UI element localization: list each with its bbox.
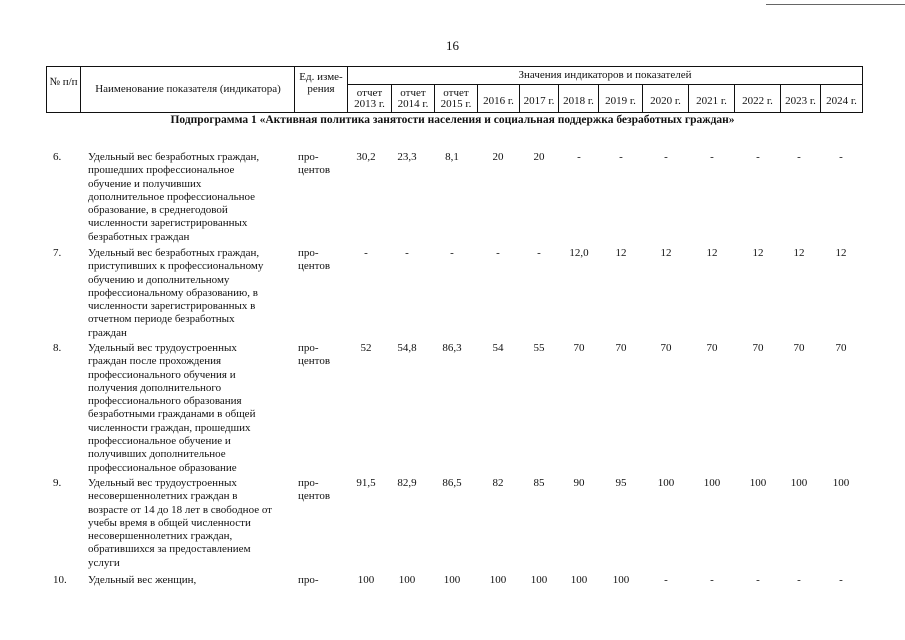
indicator-name: Удельный вес безработных граждан, прошедших профессиональное обучение и получивших дополнительное профессиональное образование, в среднегодовой численности зарегистрированных безработных граждан — [88, 151, 260, 243]
value-cell: 70 — [573, 342, 585, 354]
header-values-group: Значения индикаторов и показателей — [518, 69, 692, 81]
value-cell: 12 — [706, 247, 718, 259]
value-cell: 100 — [703, 477, 721, 489]
value-cell: - — [797, 151, 801, 163]
value-cell: - — [756, 574, 760, 586]
unit-of-measure: про- центов — [298, 247, 331, 272]
indicator-name: Удельный вес безработных граждан, приступивших к профессиональному обучению и дополнительному профессиональному образованию, в численности зарегистрированных в отчетном периоде безработных граждан — [88, 247, 264, 339]
value-cell: 20 — [533, 151, 545, 163]
header-year-3: 2016 г. — [483, 95, 514, 107]
value-cell: 12 — [615, 247, 627, 259]
subprogram-title: Подпрограмма 1 «Активная политика занятости населения и социальная поддержка безработных граждан» — [170, 114, 735, 126]
value-cell: 54,8 — [397, 342, 417, 354]
value-cell: 8,1 — [445, 151, 459, 163]
header-year-11: 2024 г. — [826, 95, 857, 107]
value-cell: - — [664, 574, 668, 586]
row-number: 6. — [53, 151, 62, 163]
row-number: 7. — [53, 247, 62, 259]
value-cell: 100 — [357, 574, 375, 586]
value-cell: 85 — [533, 477, 545, 489]
unit-of-measure: про- центов — [298, 151, 331, 176]
value-cell: - — [496, 247, 500, 259]
page-number: 16 — [446, 38, 459, 53]
indicator-name: Удельный вес трудоустроенных несовершеннолетних граждан в возрасте от 14 до 18 лет в свободное от учебы время в общей численности несовершеннолетних граждан, обратившихся за предоставлением услуги — [88, 477, 272, 569]
unit-of-measure: про- центов — [298, 342, 331, 367]
value-cell: 100 — [570, 574, 588, 586]
value-cell: 100 — [612, 574, 630, 586]
value-cell: 70 — [660, 342, 672, 354]
value-cell: 91,5 — [356, 477, 376, 489]
value-cell: 30,2 — [356, 151, 376, 163]
value-cell: - — [839, 574, 843, 586]
value-cell: 12 — [660, 247, 672, 259]
value-cell: 12 — [793, 247, 805, 259]
header-year-5: 2018 г. — [563, 95, 594, 107]
value-cell: 70 — [835, 342, 847, 354]
row-number: 10. — [53, 574, 67, 586]
value-cell: 100 — [790, 477, 808, 489]
value-cell: 100 — [443, 574, 461, 586]
value-cell: - — [664, 151, 668, 163]
value-cell: - — [405, 247, 409, 259]
value-cell: 12 — [835, 247, 847, 259]
header-unit: Ед. изме-рения — [299, 71, 343, 95]
value-cell: 86,3 — [442, 342, 462, 354]
value-cell: 82 — [492, 477, 504, 489]
value-cell: 100 — [832, 477, 850, 489]
value-cell: 70 — [615, 342, 627, 354]
value-cell: 100 — [398, 574, 416, 586]
value-cell: 86,5 — [442, 477, 462, 489]
value-cell: - — [619, 151, 623, 163]
value-cell: 12 — [752, 247, 764, 259]
header-top-rule — [46, 66, 863, 67]
unit-of-measure: про- центов — [298, 477, 331, 502]
value-cell: 23,3 — [397, 151, 417, 163]
value-cell: 82,9 — [397, 477, 417, 489]
header-year-2: отчет 2015 г. — [440, 87, 472, 110]
value-cell: - — [797, 574, 801, 586]
value-cell: 70 — [706, 342, 718, 354]
top-edge-line — [766, 4, 905, 5]
value-cell: 52 — [360, 342, 372, 354]
header-num: № п/п — [49, 76, 78, 88]
value-cell: - — [364, 247, 368, 259]
header-year-10: 2023 г. — [785, 95, 816, 107]
value-cell: 70 — [793, 342, 805, 354]
value-cell: 100 — [749, 477, 767, 489]
value-cell: - — [839, 151, 843, 163]
value-cell: 20 — [492, 151, 504, 163]
value-cell: - — [450, 247, 454, 259]
value-cell: 100 — [489, 574, 507, 586]
value-cell: - — [537, 247, 541, 259]
indicator-name: Удельный вес трудоустроенных граждан после прохождения профессионального обучения и получения дополнительного профессионального образования безработными гражданами в общей численности граждан, прошедших профессиональное обучение и получивших дополнительное профессиональное образование — [88, 342, 256, 474]
unit-of-measure: про- — [298, 574, 319, 586]
value-cell: - — [710, 151, 714, 163]
value-cell: 90 — [573, 477, 585, 489]
indicator-name: Удельный вес женщин, — [88, 574, 197, 586]
header-year-8: 2021 г. — [696, 95, 727, 107]
value-cell: 12,0 — [569, 247, 589, 259]
header-year-9: 2022 г. — [742, 95, 773, 107]
value-cell: 70 — [752, 342, 764, 354]
value-cell: 95 — [615, 477, 627, 489]
value-cell: - — [710, 574, 714, 586]
header-year-7: 2020 г. — [650, 95, 681, 107]
header-name: Наименование показателя (индикатора) — [95, 83, 281, 95]
row-number: 9. — [53, 477, 62, 489]
value-cell: - — [577, 151, 581, 163]
value-cell: 54 — [492, 342, 504, 354]
header-year-0: отчет 2013 г. — [354, 87, 385, 110]
header-year-4: 2017 г. — [523, 95, 555, 107]
value-cell: 100 — [530, 574, 548, 586]
value-cell: 100 — [657, 477, 675, 489]
row-number: 8. — [53, 342, 62, 354]
value-cell: - — [756, 151, 760, 163]
header-year-1: отчет 2014 г. — [397, 87, 429, 110]
header-group-rule — [347, 84, 863, 85]
value-cell: 55 — [533, 342, 545, 354]
header-year-6: 2019 г. — [605, 95, 636, 107]
